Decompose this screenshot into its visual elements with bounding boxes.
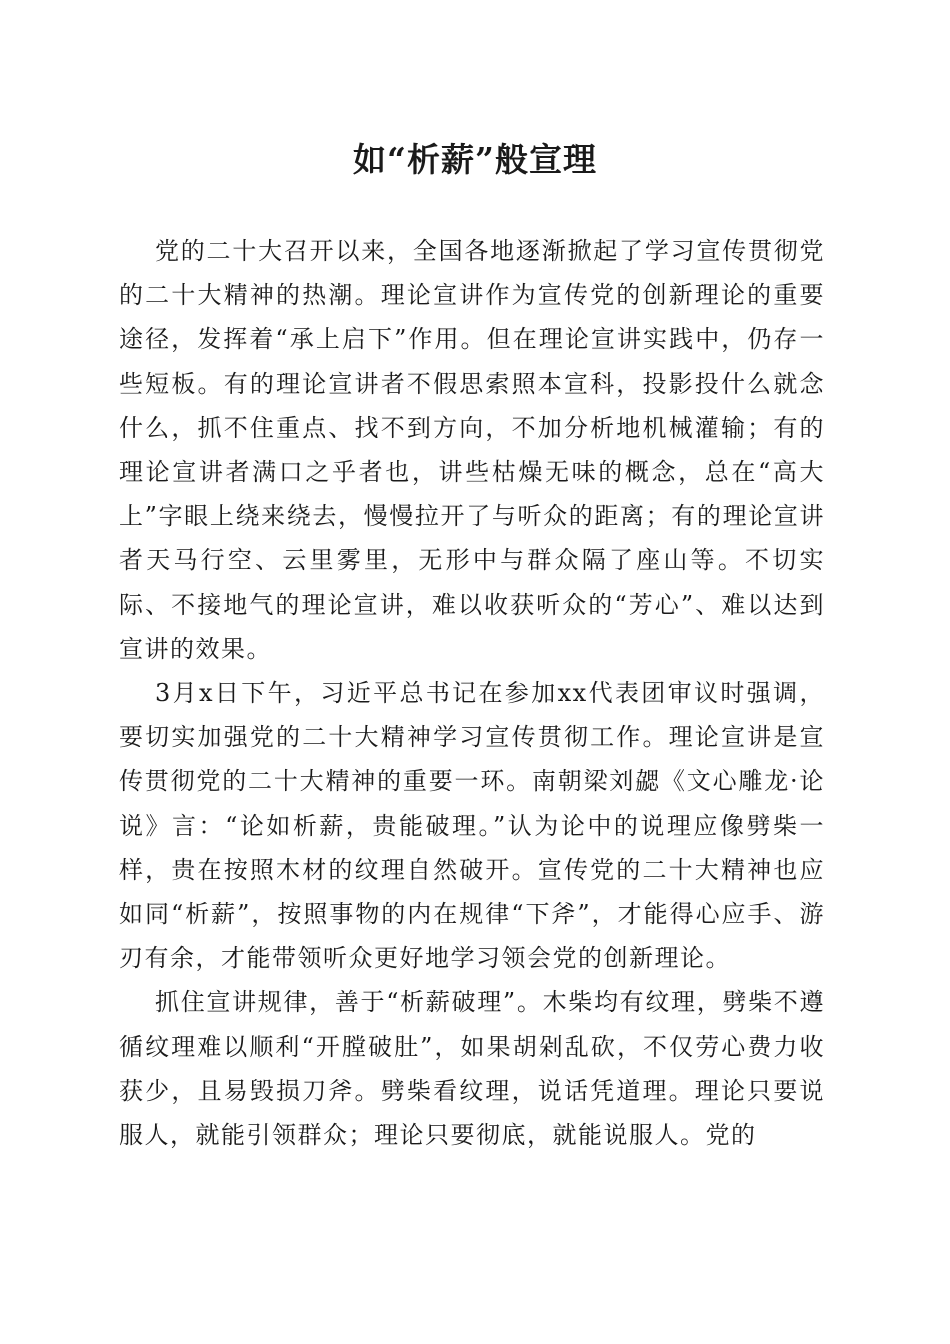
paragraph-2: 3月x日下午，习近平总书记在参加xx代表团审议时强调，要切实加强党的二十大精神学习宣传贯彻工作。理论宣讲是宣传贯彻党的二十大精神的重要一环。南朝梁刘勰《文心雕龙·论说》言：“论如析薪，贵能破理。”认为论中的说理应像劈柴一样，贵在按照木材的纹理自然破开。宣传党的二十大精神也应如同“析薪”，按照事物的内在规律“下斧”，才能得心应手、游刃有余，才能带领听众更好地学习领会党的创新理论。 [119,679,825,973]
paragraph-3: 抓住宣讲规律，善于“析薪破理”。木柴均有纹理，劈柴不遵循纹理难以顺利“开膛破肚”，如果胡剁乱砍，不仅劳心费力收获少，且易毁损刀斧。劈柴看纹理，说话凭道理。理论只要说服人，就能引领群众；理论只要彻底，就能说服人。党的 [119,988,825,1150]
document-body [119,229,825,1157]
document-title: 如“析薪”般宣理 [353,140,597,179]
paragraph-1: 党的二十大召开以来，全国各地逐渐掀起了学习宣传贯彻党的二十大精神的热潮。理论宣讲作为宣传党的创新理论的重要途径，发挥着“承上启下”作用。但在理论宣讲实践中，仍存一些短板。有的理论宣讲者不假思索照本宣科，投影投什么就念什么，抓不住重点、找不到方向，不加分析地机械灌输；有的理论宣讲者满口之乎者也，讲些枯燥无味的概念，总在“高大上”字眼上绕来绕去，慢慢拉开了与听众的距离；有的理论宣讲者天马行空、云里雾里，无形中与群众隔了座山等。不切实际、不接地气的理论宣讲，难以收获听众的“芳心”、难以达到宣讲的效果。 [119,237,825,663]
